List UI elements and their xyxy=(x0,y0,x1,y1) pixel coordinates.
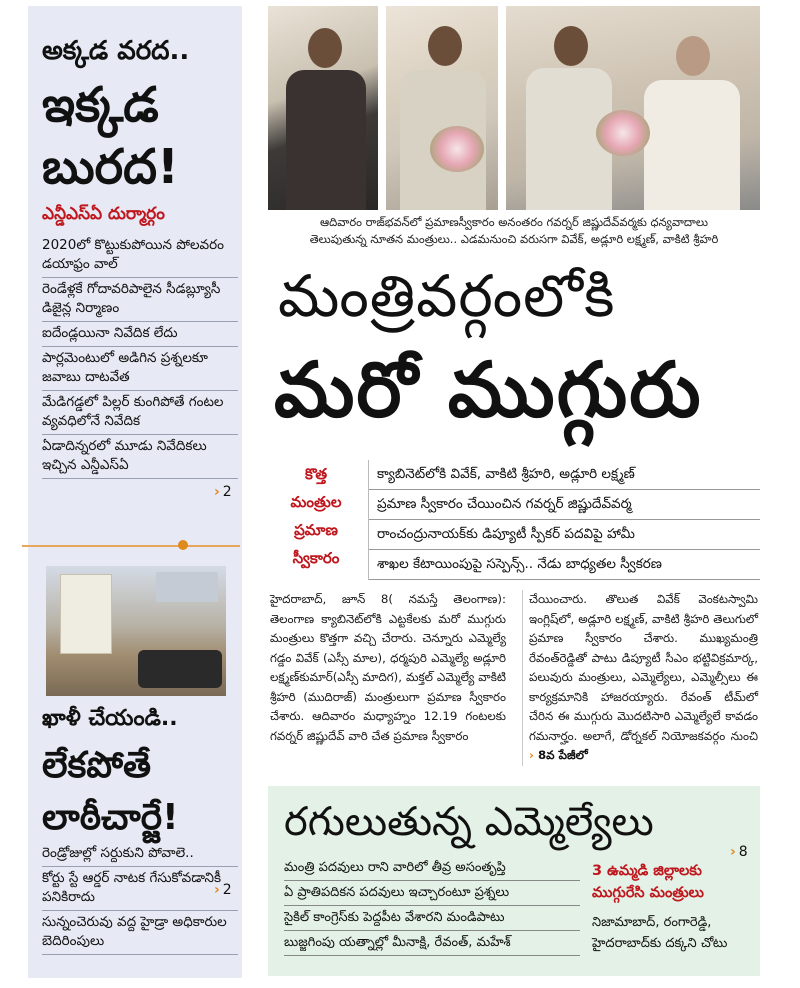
article-column-1: హైదరాబాద్, జూన్ 8( నమస్తే తెలంగాణ): తెలంగాణ క్యాబినెట్‌లోకి ఎట్టకేలకు మరో ముగ్గురు మంత్రులు కొత్తగా వచ్చి చేరారు. చెన్నూరు ఎమ్మెల్యే గడ్డం వివేక్ (ఎస్సీ మాల), ధర్మపురి ఎమ్మెల్యే అడ్లూరి లక్ష్మణ్‌కుమార్(ఎస్సీ మాదిగ), మక్తల్ ఎమ్మెల్యే వాకిటి శ్రీహరి (ముదిరాజ్) మంత్రులుగా ప్రమాణ స్వీకారం చేశారు. ఆదివారం మధ్యాహ్నం 12.19 గంటలకు గవర్నర్ జిష్ణుదేవ్ వారి చేత ప్రమాణ స్వీకారం xyxy=(270,592,506,743)
list-item: ఏ ప్రాతిపదికన పదవులు ఇచ్చారంటూ ప్రశ్నలు xyxy=(284,881,580,906)
photo-governor-head xyxy=(676,36,710,76)
kicker xyxy=(272,460,360,572)
sidebar-headline-small: అక్కడ వరద.. xyxy=(42,36,190,66)
photo-bouquet xyxy=(430,126,484,172)
caption-line: ఆదివారం రాజ్‌భవన్‌లో ప్రమాణస్వీకారం అనంతరం గవర్నర్ జిష్ణుదేవ్‌వర్మకు ధన్యవాదాలు xyxy=(319,215,709,229)
photo-minister-srihari-governor xyxy=(506,6,760,210)
deck-item: శాఖల కేటాయింపుపై సస్పెన్స్.. నేడు బాధ్యతల స్వీకరణ xyxy=(369,550,760,580)
main-headline-line2: మరో ముగ్గురు xyxy=(274,345,703,434)
list-item: పార్లమెంటులో అడిగిన ప్రశ్నలకూ జవాబు దాటవేత xyxy=(42,347,238,391)
page-ref-number: 2 xyxy=(222,484,232,500)
page-ref-link-1[interactable] xyxy=(214,484,232,500)
sidebar-tag: ఎన్డీఎస్ఏ దుర్మార్గం xyxy=(42,204,165,224)
photo-minister-lakshman xyxy=(386,6,498,210)
list-item: కోర్టు స్టే ఆర్డర్ నాటక గేసుకోవడానికీ పనికిరాదు xyxy=(42,867,238,911)
list-item: 2020లో కొట్టుకుపోయిన పోలవరం డయాఫ్రం వాల్ xyxy=(42,234,238,278)
related-story-subtext: నిజామాబాద్, రంగారెడ్డి, హైదరాబాద్‌కు దక్కని చోటు xyxy=(592,915,728,951)
list-item: సున్నంచెరువు వద్ద హైడ్రా అధికారుల బెదిరింపులు xyxy=(42,911,238,955)
article-column-2 xyxy=(522,590,758,766)
sidebar-divider-dot xyxy=(178,540,188,550)
kicker-line: ప్రమాణ xyxy=(294,521,338,539)
list-item: ఏడాదిన్నరలో మూడు నివేదికలు ఇచ్చిన ఎన్డీఎస్ఏ xyxy=(42,435,238,479)
related-story-box xyxy=(268,786,760,976)
list-item: బుజ్జగింపు యత్నాల్లో మీనాక్షి, రేవంత్, మహేశ్ xyxy=(284,931,580,956)
caption-line: తెలుపుతున్న నూతన మంత్రులు.. ఎడమనుంచి వరుసగా వివేక్, అడ్లూరి లక్ష్మణ్, వాకిటి శ్రీహరి xyxy=(309,232,719,246)
sidebar-headline2-big: లేకపోతే లాఠీచార్జే! xyxy=(42,745,179,838)
page-ref-link-3[interactable] xyxy=(730,844,748,860)
sidebar-headline2-small: ఖాళీ చేయండి.. xyxy=(42,706,178,731)
sidebar-list-2 xyxy=(42,842,238,955)
deck-item: క్యాబినెట్‌లోకి వివేక్, వాకిటి శ్రీహరి, అడ్లూరి లక్ష్మణ్ xyxy=(369,460,760,490)
list-item: రెండ్రోజుల్లో సర్దుకుని పోవాలె.. xyxy=(42,842,238,867)
list-item: ఐదేండ్లయినా నివేదిక లేదు xyxy=(42,322,238,347)
photo-notice-board xyxy=(60,574,112,654)
kicker-line: స్వీకారం xyxy=(292,549,340,567)
list-item: మేడిగడ్డలో పిల్లర్ కుంగిపోతే గంటల వ్యవధిలోనే నివేదిక xyxy=(42,391,238,435)
sidebar xyxy=(28,6,242,978)
list-item: సైకిల్ కాంగ్రెస్‌కు పెద్దపీట వేశారని మండిపాటు xyxy=(284,906,580,931)
photo-minister-vivek xyxy=(268,6,378,210)
kicker-line: కొత్త xyxy=(304,465,328,483)
sidebar-list xyxy=(42,234,238,479)
page-ref-number: 8 xyxy=(738,844,748,860)
photo-governor-body xyxy=(644,80,740,210)
related-story-subhead: 3 ఉమ్మడి జిల్లాలకు ముగ్గురేసి మంత్రులు xyxy=(592,863,704,901)
photo-bouquet xyxy=(596,110,650,156)
chevron-right-icon: › xyxy=(214,484,220,500)
kicker-line: మంత్రుల xyxy=(290,493,342,511)
related-story-list xyxy=(284,856,580,956)
chevron-right-icon: › xyxy=(529,748,538,762)
page-ref-number: 2 xyxy=(222,882,232,898)
sidebar-divider xyxy=(22,545,240,547)
photo-building xyxy=(156,572,218,602)
chevron-right-icon: › xyxy=(730,844,736,860)
list-item: మంత్రి పదవులు రాని వారిలో తీవ్ర అసంతృప్తి xyxy=(284,856,580,881)
page-ref-link-2[interactable] xyxy=(214,882,232,898)
deck-item: ప్రమాణ స్వీకారం చేయించిన గవర్నర్ జిష్ణుదేవ్‌వర్మ xyxy=(369,490,760,520)
sidebar-headline-big: ఇక్కడ బురద! xyxy=(42,77,179,195)
photo-person-head xyxy=(308,28,342,68)
deck-list xyxy=(368,460,760,580)
main-headline-line1: మంత్రివర్గంలోకి xyxy=(278,262,616,330)
deck-item: రాంచంద్రునాయక్‌కు డిప్యూటీ స్పీకర్ పదవిపై హామీ xyxy=(369,520,760,550)
photo-car xyxy=(138,650,222,688)
photo-person-body xyxy=(286,70,366,210)
continued-text: 8వ పేజీలో xyxy=(537,748,588,762)
list-item: రెండేళ్లకే గోదావరిపాలైన సీడబ్ల్యూసీ డిజైన్ల నిర్మాణం xyxy=(42,278,238,322)
photo-caption xyxy=(268,214,760,248)
chevron-right-icon: › xyxy=(214,882,220,898)
site-photo xyxy=(46,566,226,696)
continued-link[interactable] xyxy=(529,748,588,762)
article-column-2-text: చేయించారు. తొలుత వివేక్ వెంకటస్వామి ఇంగ్లిష్‌లో, అడ్లూరి లక్ష్మణ్, వాకిటి శ్రీహరి తెలుగులో ప్రమాణ స్వీకారం చేశారు. ముఖ్యమంత్రి రేవంత్‌రెడ్డితో పాటు డిప్యూటీ సీఎం భట్టివిక్రమార్క, పలువురు మంత్రులు, ఎమ్మెల్యేలు, ఎమ్మెల్సీలు ఈ కార్యక్రమానికి హాజరయ్యారు. రేవంత్ టీమ్‌లో చేరిన ఈ ముగ్గురు మొదటిసారి ఎమ్మెల్యేలే కావడం గమనార్హం. అలాగే, డోర్నకల్ నియోజకవర్గం నుంచి xyxy=(529,592,758,743)
photo-person-head xyxy=(428,26,462,66)
related-story-title: రగులుతున్న ఎమ్మెల్యేలు xyxy=(284,799,654,845)
photo-person-head xyxy=(554,26,588,66)
